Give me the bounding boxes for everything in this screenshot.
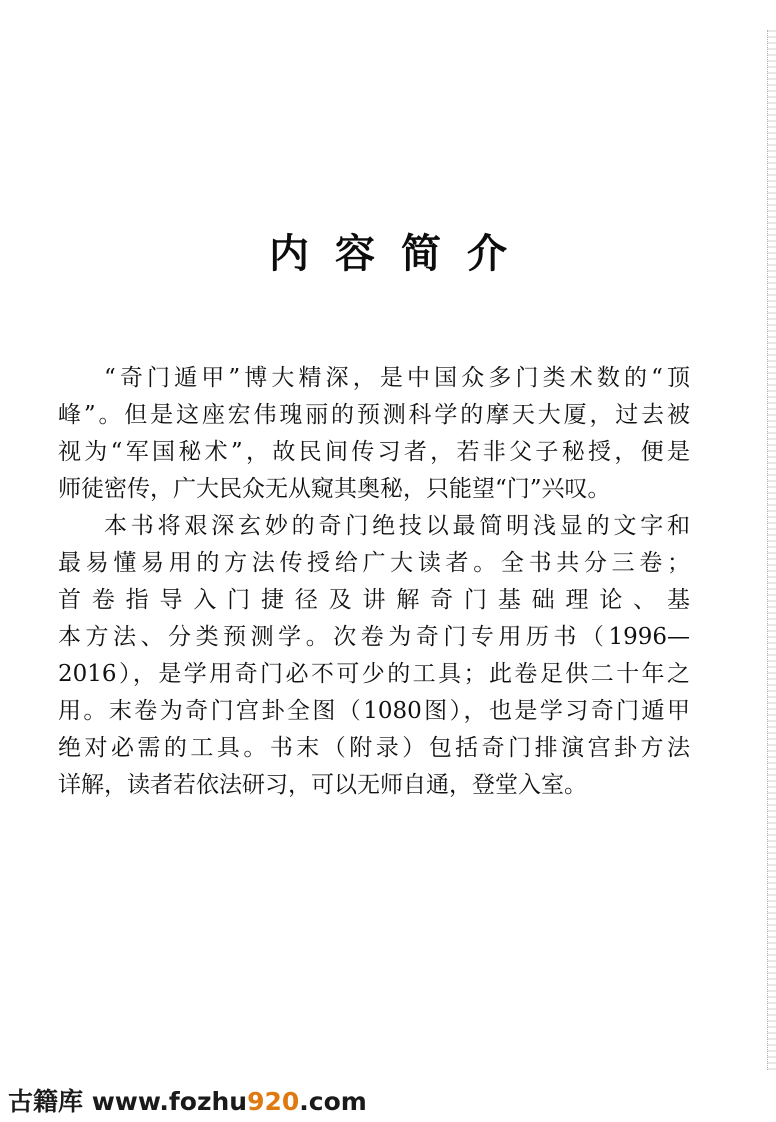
text-line: 师徒密传，广大民众无从窥其奥秘，只能望“门”兴叹。 [58,476,611,502]
watermark-number: 920 [247,1087,300,1116]
paragraph-1 [58,360,690,508]
text-line: 详解，读者若依法研习，可以无师自通，登堂入室。 [58,772,587,798]
text-line: 绝对必需的工具。书末（附录）包括奇门排演宫卦方法 [58,735,690,761]
text-line: “奇门遁甲”博大精深，是中国众多门类术数的“顶 [104,365,690,391]
page-edge-shadow [767,30,776,1070]
text-line: 首卷指导入门捷径及讲解奇门基础理论、基 [58,587,690,613]
text-line: 本书将艰深玄妙的奇门绝技以最简明浅显的文字和 [104,513,690,539]
watermark-text: 古籍库 www.fozhu [8,1087,248,1116]
text-line: 2016），是学用奇门必不可少的工具；此卷足供二十年之 [58,661,690,687]
text-line: 用。末卷为奇门宫卦全图（1080图），也是学习奇门遁甲 [58,698,690,724]
body-text [58,360,690,804]
text-line: 本方法、分类预测学。次卷为奇门专用历书（1996— [58,624,690,650]
paragraph-2 [58,508,690,804]
text-line: 峰”。但是这座宏伟瑰丽的预测科学的摩天大厦，过去被 [58,402,690,428]
text-line: 最易懂易用的方法传授给广大读者。全书共分三卷； [58,550,690,576]
text-line: 视为“军国秘术”，故民间传习者，若非父子秘授，便是 [58,439,690,465]
page-title: 内容简介 [269,231,533,277]
site-watermark[interactable] [8,1082,367,1118]
watermark-suffix: .com [299,1087,367,1116]
